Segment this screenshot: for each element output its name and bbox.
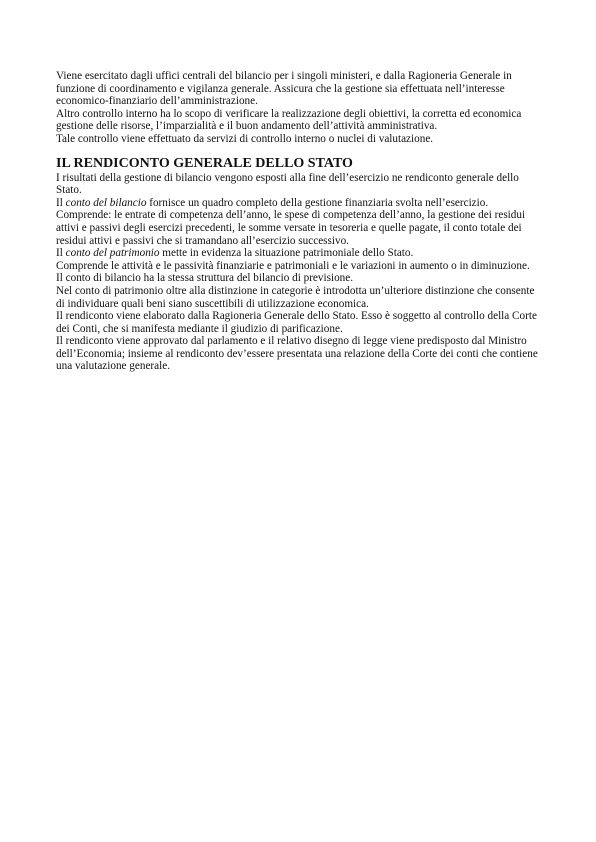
rendiconto-section	[56, 156, 540, 374]
section-paragraph-7: Nel conto di patrimonio oltre alla distinzione in categorie è introdotta un’ulteriore distinzione che consente di individuare quali beni siano suscettibili di utilizzazione economica.	[56, 284, 535, 310]
conto-del-patrimonio-term: conto del patrimonio	[65, 247, 160, 260]
section-paragraph-6: Il conto di bilancio ha la stessa struttura del bilancio di previsione.	[56, 272, 354, 285]
p4-suffix: mette in evidenza la situazione patrimoniale dello Stato.	[159, 247, 414, 260]
p2-suffix: fornisce un quadro completo della gestione finanziaria svolta nell’esercizio.	[146, 196, 489, 209]
section-paragraph-2	[56, 197, 540, 210]
document-page	[56, 70, 540, 373]
section-paragraph-1: I risultati della gestione di bilancio vengono esposti alla fine dell’esercizio ne rendiconto generale dello Stato.	[56, 171, 519, 197]
section-heading: IL RENDICONTO GENERALE DELLO STATO	[56, 155, 353, 171]
intro-paragraph-2: Altro controllo interno ha lo scopo di verificare la realizzazione degli obiettivi, la corretta ed economica gestione delle risorse, l’imparzialità e il buon andamento dell’attività amministrativa.	[56, 107, 522, 133]
section-paragraph-4	[56, 247, 540, 260]
conto-del-bilancio-term: conto del bilancio	[65, 196, 147, 209]
intro-paragraph-1: Viene esercitato dagli uffici centrali del bilancio per i singoli ministeri, e dalla Ragioneria Generale in funzione di coordinamento e vigilanza generale. Assicura che la gestione sia effettuata nell’interesse economico-finanziario dell’amministrazione.	[56, 70, 512, 108]
p2-prefix: Il	[56, 196, 66, 209]
section-paragraph-3: Comprende: le entrate di competenza dell’anno, le spese di competenza dell’anno, la gestione dei residui attivi e passivi degli esercizi precedenti, le somme versate in tesoreria e quelle pagate, il conto totale dei residui attivi e passivi che si tramandano all’esercizio successivo.	[56, 209, 526, 247]
intro-paragraph-3: Tale controllo viene effettuato da servizi di controllo interno o nuclei di valutazione.	[56, 132, 434, 145]
p4-prefix: Il	[56, 247, 66, 260]
section-paragraph-5: Comprende le attività e le passività finanziarie e patrimoniali e le variazioni in aumento o in diminuzione.	[56, 259, 530, 272]
intro-block	[56, 70, 540, 146]
section-paragraph-8: Il rendiconto viene elaborato dalla Ragioneria Generale dello Stato. Esso è soggetto al controllo della Corte dei Conti, che si manifesta mediante il giudizio di parificazione.	[56, 310, 537, 335]
section-paragraph-9: Il rendiconto viene approvato dal parlamento e il relativo disegno di legge viene predisposto dal Ministro dell’Economia; insieme al rendiconto dev’essere presentata una relazione della Corte dei conti che contiene una valutazione generale.	[56, 335, 538, 373]
